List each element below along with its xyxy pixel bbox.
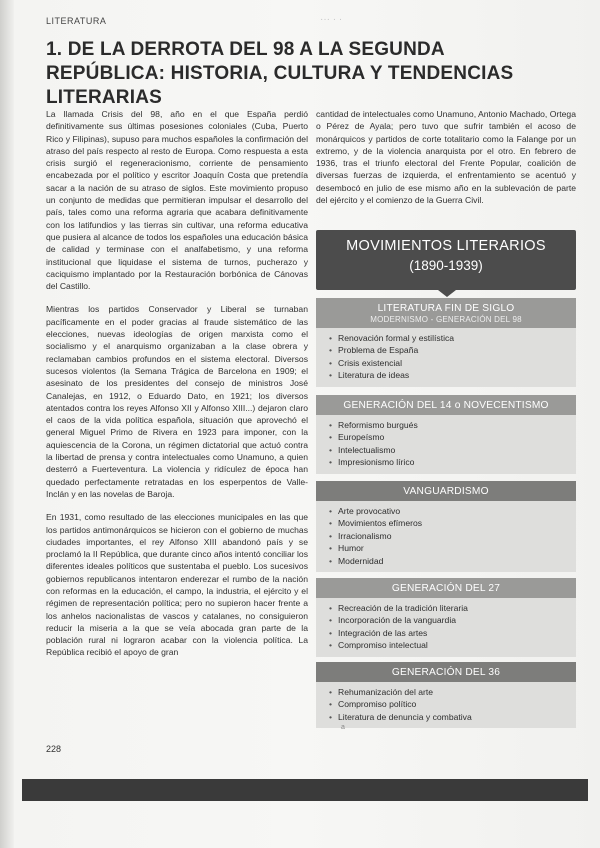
movement-block-vanguardismo [316, 481, 576, 572]
movement-block-novecentismo [316, 395, 576, 474]
list-item: • Crisis existencial [338, 357, 576, 369]
movement-heading [316, 578, 576, 598]
movements-period: (1890-1939) [409, 258, 483, 273]
list-item: • Modernidad [338, 555, 576, 567]
movement-features [316, 415, 576, 474]
movement-heading [316, 395, 576, 415]
list-item: • Incorporación de la vanguardia [338, 614, 576, 626]
list-item: • Rehumanización del arte [338, 686, 576, 698]
movement-subtitle: MODERNISMO - GENERACIÓN DEL 98 [370, 315, 522, 324]
list-item: • Intelectualismo [338, 444, 576, 456]
list-item: • Literatura de denuncia y combativa [338, 711, 576, 723]
movements-header [316, 230, 576, 290]
list-item: • Renovación formal y estilística [338, 332, 576, 344]
movement-block-fin-de-siglo [316, 298, 576, 387]
list-item: • Reformismo burgués [338, 419, 576, 431]
page-title: 1. DE LA DERROTA DEL 98 A LA SEGUNDA REPÚBLICA: HISTORIA, CULTURA Y TENDENCIAS LITERARIAS [46, 39, 514, 108]
paragraph-second-republic: En 1931, como resultado de las elecciones municipales en las que los partidos antimonárquicos se hicieron con el gobierno de muchas ciudades importantes, el rey Alfonso XIII abandonó país y se proclamó la II República, que durante cinco años intentó conciliar los diferentes ideales políticos que sustentaba el pueblo. Los sucesivos gobiernos republicanos intentaron enderezar el rumbo de la nación con reformas en la educación, el campo, la industria, el ejército y el régimen de representación política; pero no supieron hacer frente a los anhelos nacionalistas de vascos y catalanes, no consiguieron reducir la miseria a la que se veía abocada gran parte de la población rural ni lograron acabar con la violencia política. La República recibió el apoyo de gran [46, 512, 308, 658]
movement-heading [316, 298, 576, 328]
scan-bottom-band [22, 779, 588, 801]
movement-title: VANGUARDISMO [403, 486, 489, 497]
list-item: • Literatura de ideas [338, 369, 576, 381]
list-item: • Recreación de la tradición literaria [338, 602, 576, 614]
movements-title: MOVIMIENTOS LITERARIOS [346, 238, 546, 254]
movement-heading [316, 662, 576, 682]
movement-features [316, 598, 576, 657]
list-item: • Humor [338, 542, 576, 554]
scan-shadow [0, 0, 14, 848]
header-pointer [438, 290, 456, 297]
movement-block-generacion-36 [316, 662, 576, 728]
stamp-smudge: ··· · · [320, 14, 343, 25]
list-item: • Europeísmo [338, 431, 576, 443]
left-column [46, 108, 308, 670]
movement-features [316, 501, 576, 572]
movement-title: GENERACIÓN DEL 27 [391, 583, 501, 594]
list-item: • Impresionismo lírico [338, 456, 576, 468]
list-item: • Compromiso intelectual [338, 639, 576, 651]
right-column-paragraph: cantidad de intelectuales como Unamuno, Antonio Machado, Ortega o Pérez de Ayala; pero tuvo que sufrir también el acoso de monárquicos y partidos de corte totalitario como la Falange por un extremo, y de la violencia anarquista por el otro. En febrero de 1936, tras el triunfo electoral del Frente Popular, coalición de diversas fuerzas de izquierda, el enfrentamiento se acentuó y desembocó en julio de ese mismo año en la sublevación de parte del ejército y el comienzo de la Guerra Civil. [316, 109, 576, 206]
list-item: • Movimientos efímeros [338, 517, 576, 529]
page-number: 228 [46, 744, 62, 754]
list-item: • Problema de España [338, 344, 576, 356]
list-item: • Arte provocativo [338, 505, 576, 517]
list-item: • Compromiso político [338, 698, 576, 710]
list-item: • Irracionalismo [338, 530, 576, 542]
movement-features [316, 682, 576, 728]
movement-heading [316, 481, 576, 501]
movement-features [316, 328, 576, 387]
movement-title: GENERACIÓN DEL 14 o NOVECENTISMO [343, 400, 549, 411]
stray-mark: a [341, 724, 345, 731]
paragraph-crisis-98: La llamada Crisis del 98, año en el que España perdió definitivamente sus últimas posesiones coloniales (Cuba, Puerto Rico y Filipinas), supuso para muchos españoles la confirmación del atraso del país respecto al resto de Europa. Como respuesta a esta crisis surgió el regeneracionismo, corriente de pensamiento encabezada por el político y escritor Joaquín Costa que pretendía sacar a la nación de su atraso de siglos. Este movimiento propuso un conjunto de medidas que permitieran impulsar el desarrollo del país, tales como una reforma agraria que acabara definitivamente con los latifundios y las tierras sin cultivar, una reforma educativa que pusiera al alcance de todos los españoles una educación básica de calidad y terminase con el analfabetismo, y una reforma institucional que liquidase el sistema de turnos, pucherazo y caciquismo implantado por la Restauración borbónica de Cánovas del Castillo. [46, 109, 308, 292]
movement-block-generacion-27 [316, 578, 576, 657]
movement-title: LITERATURA FIN DE SIGLO [377, 303, 515, 314]
paragraph-restoration: Mientras los partidos Conservador y Liberal se turnaban pacíficamente en el poder gracias al fraude sistemático de las elecciones, nuevas ideologías de origen marxista como el socialismo y el anarquismo organizaban a la clase obrera y reclamaban cambios profundos en el sistema electoral. Diversos sucesos violentos (la Semana Trágica de Barcelona en 1909; el asesinato de los presidentes del consejo de ministros José Canalejas, en 1912, o Eduardo Dato, en 1921; los diversos atentados contra los reyes Alfonso XII y Alfonso XIII...) dejaron claro el caos de la vida política española, situación que aprovechó el general Miguel Primo de Rivera en 1923 para imponer, con la aquiescencia de la Corona, un régimen dictatorial que actuó contra la libertad de prensa y contra intelectuales como Unamuno, a quien desterró a Fuerteventura. La violencia y ridículez de época han quedado perfectamente retratadas en los esperpentos de Valle-Inclán y en las novelas de Baroja. [46, 304, 308, 499]
movement-title: GENERACIÓN DEL 36 [391, 667, 501, 678]
running-head: LITERATURA [46, 16, 107, 26]
list-item: • Integración de las artes [338, 627, 576, 639]
